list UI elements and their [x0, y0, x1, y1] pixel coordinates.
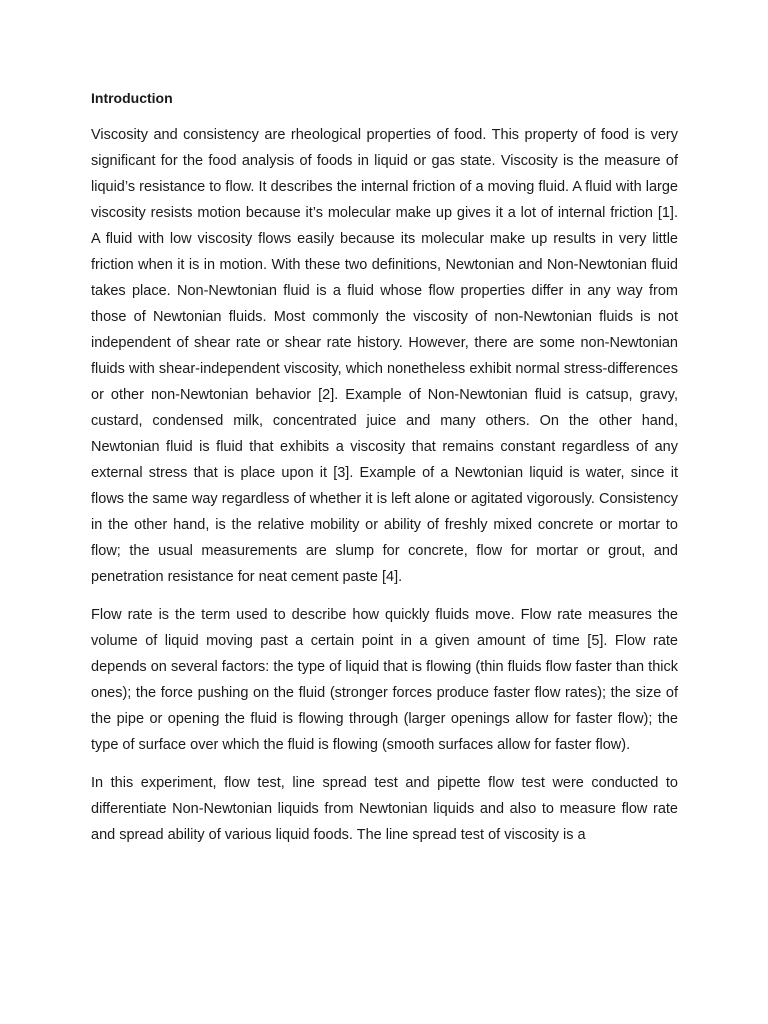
- document-body: [91, 88, 678, 860]
- section-heading: Introduction: [91, 90, 173, 106]
- paragraph-experiment: In this experiment, flow test, line spread test and pipette flow test were conducted to differentiate Non-Newtonian liquids from Newtonian liquids and also to measure flow rate and spread ability of various liquid foods. The line spread test of viscosity is a: [91, 775, 678, 843]
- paragraph-viscosity: Viscosity and consistency are rheological properties of food. This property of food is very significant for the food analysis of foods in liquid or gas state. Viscosity is the measure of liquid’s resistance to flow. It describes the internal friction of a moving fluid. A fluid with large viscosity resists motion because it’s molecular make up gives it a lot of internal friction [1]. A fluid with low viscosity flows easily because its molecular make up results in very little friction when it is in motion. With these two definitions, Newtonian and Non-Newtonian fluid takes place. Non-Newtonian fluid is a fluid whose flow properties differ in any way from those of Newtonian fluids. Most commonly the viscosity of non-Newtonian fluids is not independent of shear rate or shear rate history. However, there are some non-Newtonian fluids with shear-independent viscosity, which nonetheless exhibit normal stress-differences or other non-Newtonian behavior [2]. Example of Non-Newtonian fluid is catsup, gravy, custard, condensed milk, concentrated juice and many others. On the other hand, Newtonian fluid is fluid that exhibits a viscosity that remains constant regardless of any external stress that is place upon it [3]. Example of a Newtonian liquid is water, since it flows the same way regardless of whether it is left alone or agitated vigorously. Consistency in the other hand, is the relative mobility or ability of freshly mixed concrete or mortar to flow; the usual measurements are slump for concrete, flow for mortar or grout, and penetration resistance for neat cement paste [4].: [91, 127, 678, 585]
- paragraph-flow-rate: Flow rate is the term used to describe how quickly fluids move. Flow rate measures the volume of liquid moving past a certain point in a given amount of time [5]. Flow rate depends on several factors: the type of liquid that is flowing (thin fluids flow faster than thick ones); the force pushing on the fluid (stronger forces produce faster flow rates); the size of the pipe or opening the fluid is flowing through (larger openings allow for faster flow); the type of surface over which the fluid is flowing (smooth surfaces allow for faster flow).: [91, 607, 678, 753]
